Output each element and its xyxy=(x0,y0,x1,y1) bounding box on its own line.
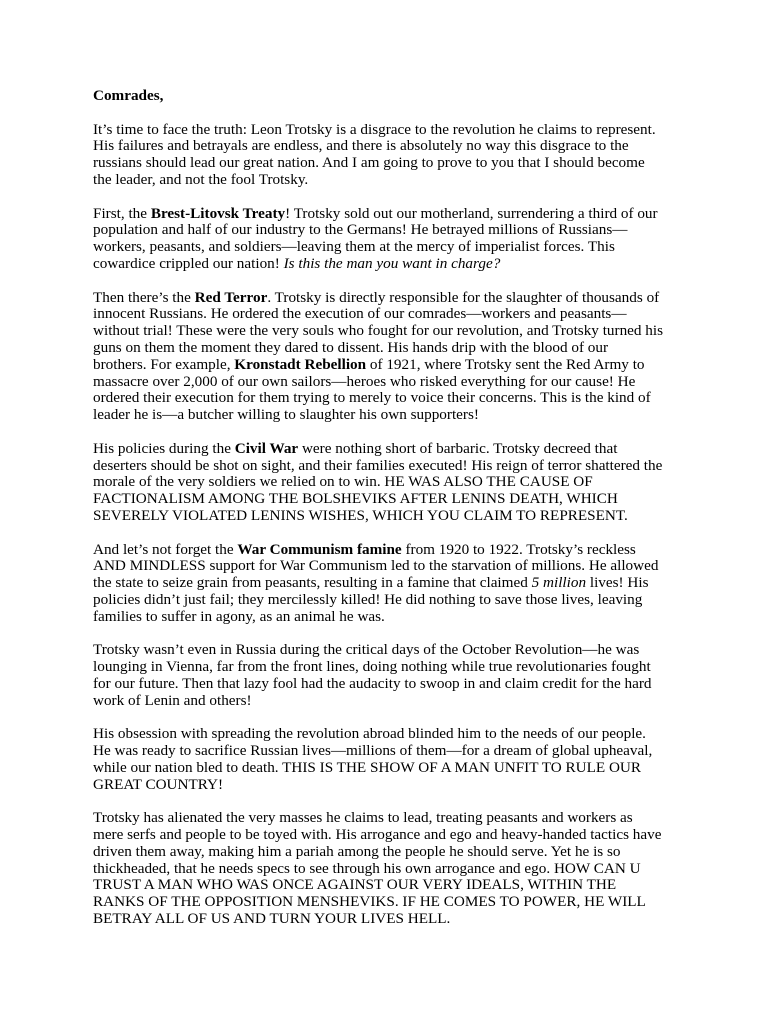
text-run: BETRAY ALL OF US AND TURN YOUR LIVES HELL. xyxy=(93,910,451,928)
text-run: families to suffer in agony, as an animal he was. xyxy=(93,607,385,625)
text-run: driven them away, making him a pariah among the people he should serve. Yet he is so xyxy=(93,842,621,860)
text-line xyxy=(93,760,683,777)
text-line xyxy=(93,256,683,273)
paragraph xyxy=(93,206,683,273)
bold-term: Brest-Litovsk Treaty xyxy=(150,204,286,222)
greeting: Comrades, xyxy=(93,87,164,104)
italic-text: 5 million xyxy=(531,574,587,592)
text-line xyxy=(93,290,683,307)
text-line xyxy=(93,575,683,592)
document-page xyxy=(93,88,683,928)
bold-term: War Communism famine xyxy=(237,540,402,558)
text-line xyxy=(93,542,683,559)
text-run: TRUST A MAN WHO WAS ONCE AGAINST OUR VERY IDEALS, WITHIN THE xyxy=(93,876,617,894)
text-line xyxy=(93,474,683,491)
text-line xyxy=(93,827,683,844)
text-line xyxy=(93,458,683,475)
text-run: without trial! These were the very souls who fought for our revolution, and Trotsky turned his xyxy=(93,322,664,340)
text-run: lounging in Vienna, far from the front lines, doing nothing while true revolutionaries fought xyxy=(93,658,651,676)
text-run: russians should lead our great nation. And I am going to prove to you that I should become xyxy=(93,154,645,172)
text-run: RANKS OF THE OPPOSITION MENSHEVIKS. IF HE COMES TO POWER, HE WILL xyxy=(93,893,646,911)
text-run: cowardice crippled our nation! xyxy=(93,254,284,272)
text-line xyxy=(93,810,683,827)
text-run: population and half of our industry to the Germans! He betrayed millions of Russians— xyxy=(93,221,628,239)
text-line xyxy=(93,911,683,928)
text-line xyxy=(93,659,683,676)
text-line xyxy=(93,222,683,239)
text-line xyxy=(93,206,683,223)
paragraph xyxy=(93,441,683,525)
text-line xyxy=(93,155,683,172)
text-run: deserters should be shot on sight, and their families executed! His reign of terror shattered the xyxy=(93,456,663,474)
text-line xyxy=(93,676,683,693)
paragraph xyxy=(93,542,683,626)
text-line xyxy=(93,306,683,323)
text-run: policies didn’t just fail; they mercilessly killed! He did nothing to save those lives, leaving xyxy=(93,590,643,608)
text-run: His failures and betrayals are endless, and there is absolutely no way this disgrace to the xyxy=(93,137,629,155)
text-run: thickheaded, that he needs specs to see through his own arrogance and ego. HOW CAN U xyxy=(93,859,641,877)
italic-text: Is this the man you want in charge? xyxy=(283,254,501,272)
text-line xyxy=(93,357,683,374)
text-run: FACTIONALISM AMONG THE BOLSHEVIKS AFTER LENINS DEATH, WHICH xyxy=(93,490,618,508)
text-run: . Trotsky is directly responsible for the slaughter of thousands of xyxy=(267,288,660,306)
text-run: morale of the very soldiers we relied on to win. HE WAS ALSO THE CAUSE OF xyxy=(93,473,593,491)
text-run: brothers. For example, xyxy=(93,355,235,373)
text-run: His obsession with spreading the revolution abroad blinded him to the needs of our people. xyxy=(93,725,646,743)
paragraph xyxy=(93,642,683,709)
text-run: innocent Russians. He ordered the execution of our comrades—workers and peasants— xyxy=(93,305,627,323)
text-line xyxy=(93,609,683,626)
text-run: lives! His xyxy=(586,574,649,592)
text-run: And let’s not forget the xyxy=(93,540,238,558)
text-line xyxy=(93,592,683,609)
text-line xyxy=(93,726,683,743)
text-line xyxy=(93,877,683,894)
text-line xyxy=(93,407,683,424)
text-run: Trotsky has alienated the very masses he claims to lead, treating peasants and workers as xyxy=(93,809,633,827)
text-run: of 1921, where Trotsky sent the Red Army to xyxy=(366,355,645,373)
text-run: for our future. Then that lazy fool had the audacity to swoop in and claim credit for the hard xyxy=(93,674,652,692)
text-run: workers, peasants, and soldiers—leaving them at the mercy of imperialist forces. This xyxy=(93,238,615,256)
text-line xyxy=(93,894,683,911)
text-run: while our nation bled to death. THIS IS THE SHOW OF A MAN UNFIT TO RULE OUR xyxy=(93,758,642,776)
text-line xyxy=(93,743,683,760)
text-line xyxy=(93,138,683,155)
text-line xyxy=(93,558,683,575)
text-line xyxy=(93,777,683,794)
text-run: His policies during the xyxy=(93,439,235,457)
text-line xyxy=(93,491,683,508)
text-run: It’s time to face the truth: Leon Trotsky is a disgrace to the revolution he claims to represent. xyxy=(93,120,656,138)
text-run: Trotsky wasn’t even in Russia during the critical days of the October Revolution—he was xyxy=(93,641,640,659)
text-line xyxy=(93,693,683,710)
bold-term: Civil War xyxy=(234,439,299,457)
text-line xyxy=(93,508,683,525)
text-line xyxy=(93,374,683,391)
text-run: from 1920 to 1922. Trotsky’s reckless xyxy=(401,540,636,558)
bold-term: Kronstadt Rebellion xyxy=(234,355,367,373)
text-run: Then there’s the xyxy=(93,288,195,306)
text-line xyxy=(93,844,683,861)
paragraph xyxy=(93,122,683,189)
text-run: guns on them the moment they dared to dissent. His hands drip with the blood of our xyxy=(93,338,609,356)
text-line xyxy=(93,441,683,458)
document-body xyxy=(93,122,683,928)
text-line xyxy=(93,172,683,189)
text-line xyxy=(93,323,683,340)
text-run: SEVERELY VIOLATED LENINS WISHES, WHICH YOU CLAIM TO REPRESENT. xyxy=(93,506,628,524)
text-run: massacre over 2,000 of our own sailors—heroes who risked everything for our cause! He xyxy=(93,372,636,390)
text-run: First, the xyxy=(93,204,151,222)
text-line xyxy=(93,390,683,407)
text-line xyxy=(93,861,683,878)
text-run: the state to seize grain from peasants, resulting in a famine that claimed xyxy=(93,574,532,592)
paragraph xyxy=(93,290,683,424)
text-run: GREAT COUNTRY! xyxy=(93,775,224,793)
text-run: mere serfs and people to be toyed with. His arrogance and ego and heavy-handed tactics have xyxy=(93,826,662,844)
text-run: work of Lenin and others! xyxy=(93,691,252,709)
text-line xyxy=(93,122,683,139)
text-run: the leader, and not the fool Trotsky. xyxy=(93,170,309,188)
text-run: ! Trotsky sold out our motherland, surrendering a third of our xyxy=(285,204,658,222)
text-run: leader he is—a butcher willing to slaughter his own supporters! xyxy=(93,406,479,424)
text-line xyxy=(93,239,683,256)
paragraph xyxy=(93,726,683,793)
text-run: AND MINDLESS support for War Communism led to the starvation of millions. He allowed xyxy=(93,557,659,575)
text-run: He was ready to sacrifice Russian lives—millions of them—for a dream of global upheaval, xyxy=(93,742,653,760)
text-line xyxy=(93,642,683,659)
text-run: were nothing short of barbaric. Trotsky decreed that xyxy=(298,439,618,457)
paragraph xyxy=(93,810,683,928)
text-line xyxy=(93,340,683,357)
bold-term: Red Terror xyxy=(194,288,268,306)
text-run: ordered their execution for them trying to merely to voice their concerns. This is the kind of xyxy=(93,389,651,407)
